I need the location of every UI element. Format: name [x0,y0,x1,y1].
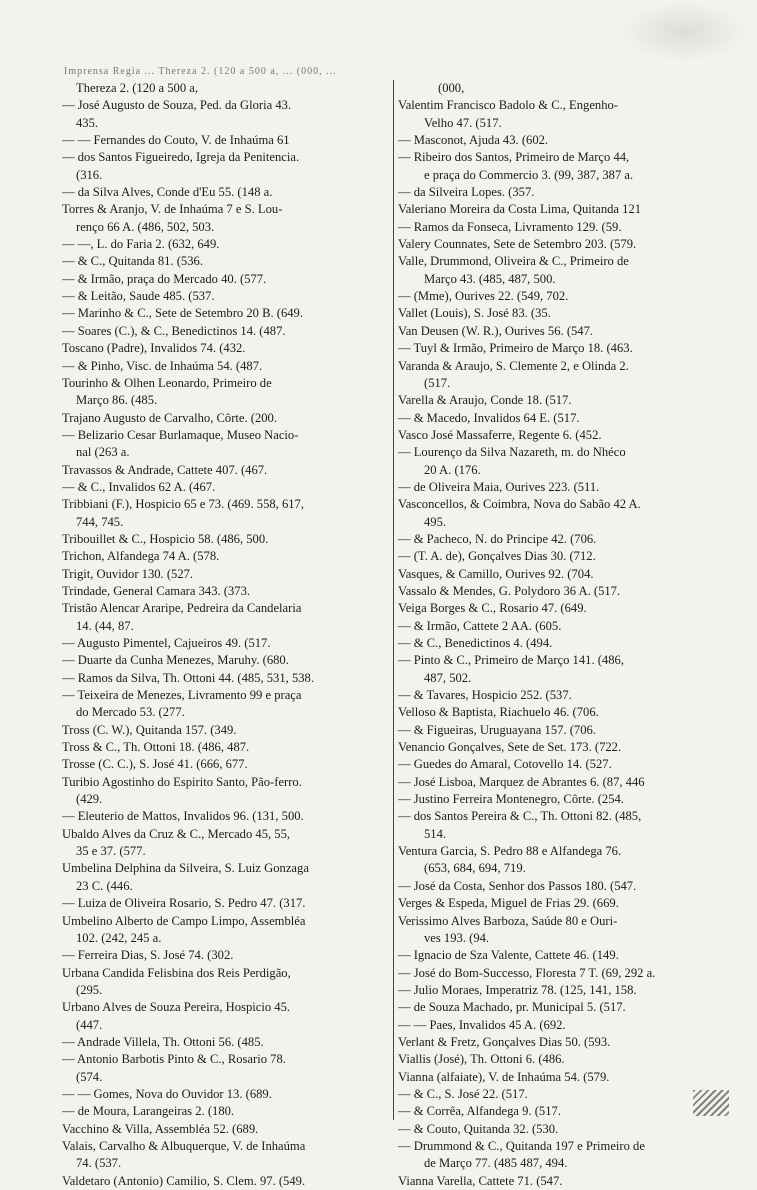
directory-entry-line: — & Macedo, Invalidos 64 E. (517. [398,410,580,425]
directory-entry-line: — & Leitão, Saude 485. (537. [62,289,215,304]
directory-entry-line: Velho 47. (517. [424,115,502,130]
running-header: Imprensa Regia ... Thereza 2. (120 a 500 a, ... (000, ... [64,66,337,77]
directory-entry-line: 102. (242, 245 a. [76,930,162,945]
directory-entry-line: — — Fernandes do Couto, V. de Inhaúma 61 [62,133,290,148]
directory-entry-line: — dos Santos Pereira & C., Th. Ottoni 82. (485, [398,809,642,824]
directory-entry-line: — Ramos da Silva, Th. Ottoni 44. (485, 531, 538. [62,670,314,685]
directory-entry-line: — Ramos da Fonseca, Livramento 129. (59. [398,219,622,234]
directory-entry-line: ves 193. (94. [424,930,490,945]
directory-entry-line: — (T. A. de), Gonçalves Dias 30. (712. [398,549,596,564]
directory-entry-line: de Março 77. (485 487, 494. [424,1156,568,1171]
directory-entry-line: — & Irmão, Cattete 2 AA. (605. [398,618,562,633]
directory-entry-line: — & Pacheco, N. do Principe 42. (706. [398,531,597,546]
directory-entry-line: — Ferreira Dias, S. José 74. (302. [62,948,234,963]
directory-entry-line: — Luiza de Oliveira Rosario, S. Pedro 47. (317. [62,896,306,911]
directory-entry-line: — Guedes do Amaral, Cotovello 14. (527. [398,757,612,772]
directory-entry-line: Umbelina Delphina da Silveira, S. Luiz Gonzaga [62,861,309,876]
directory-entry-line: — Tuyl & Irmão, Primeiro de Março 18. (463. [398,341,633,356]
left-column [62,80,400,1190]
directory-entry-line: — Teixeira de Menezes, Livramento 99 e praça [62,688,302,703]
directory-entry-line: 20 A. (176. [424,462,481,477]
directory-entry-line: — Julio Moraes, Imperatriz 78. (125, 141, 158. [398,982,637,997]
directory-entry-line: (429. [76,792,103,807]
directory-entry-line: Toscano (Padre), Invalidos 74. (432. [62,341,246,356]
directory-entry-line: Valeriano Moreira da Costa Lima, Quitanda 121 [398,202,642,217]
directory-entry-line: 744, 745. [76,514,124,529]
directory-entry-line: — Ignacio de Sza Valente, Cattete 46. (149. [398,948,619,963]
directory-entry-line: — & Figueiras, Uruguayana 157. (706. [398,722,596,737]
directory-entry-line: — José do Bom-Successo, Floresta 7 T. (69, 292 a. [398,965,656,980]
directory-entry-line: Trindade, General Camara 343. (373. [62,583,251,598]
directory-entry-line: (295. [76,982,103,997]
directory-entry-line: — (Mme), Ourives 22. (549, 702. [398,289,569,304]
directory-entry-line: 23 C. (446. [76,878,133,893]
directory-entry-line: — & Tavares, Hospicio 252. (537. [398,688,572,703]
directory-entry-line: do Mercado 53. (277. [76,705,185,720]
right-column [398,80,716,1190]
directory-entry-line: Verges & Espeda, Miguel de Frias 29. (669. [398,896,619,911]
directory-entry-line: (447. [76,1017,103,1032]
directory-entry-line: — Eleuterio de Mattos, Invalidos 96. (131, 500. [62,809,304,824]
directory-entry-line: Varella & Araujo, Conde 18. (517. [398,393,572,408]
directory-entry-line: 495. [424,514,447,529]
directory-entry-line: — de Souza Machado, pr. Municipal 5. (517. [398,1000,626,1015]
directory-entry-line: — Soares (C.), & C., Benedictinos 14. (487. [62,323,286,338]
directory-entry-line: Venancio Gonçalves, Sete de Set. 173. (722. [398,740,622,755]
directory-entry-line: — Augusto Pimentel, Cajueiros 49. (517. [62,636,271,650]
directory-entry-line: Torres & Aranjo, V. de Inhaúma 7 e S. Lou- [62,202,283,217]
directory-entry-line: Velloso & Baptista, Riachuelo 46. (706. [398,705,599,720]
directory-entry-line: — —, L. do Faria 2. (632, 649. [62,237,220,252]
directory-entry-line: Valais, Carvalho & Albuquerque, V. de Inhaúma [62,1138,306,1153]
directory-entry-line: Thereza 2. (120 a 500 a, [76,81,199,95]
directory-entry-line: (517. [424,375,451,390]
directory-entry-line: — de Moura, Larangeiras 2. (180. [62,1104,235,1119]
directory-entry-line: — Lourenço da Silva Nazareth, m. do Nhéco [398,445,626,460]
directory-entry-line: Vianna (alfaiate), V. de Inhaúma 54. (579. [398,1069,610,1084]
directory-entry-line: Vianna Varella, Cattete 71. (547. [398,1173,563,1188]
directory-entry-line: — — Paes, Invalidos 45 A. (692. [398,1017,566,1032]
directory-entry-line: — Drummond & C., Quitanda 197 e Primeiro de [398,1138,645,1153]
directory-entry-line: Trajano Augusto de Carvalho, Côrte. (200. [62,410,278,425]
directory-entry-line: Vassalo & Mendes, G. Polydoro 36 A. (517. [398,583,621,598]
directory-entry-line: Urbano Alves de Souza Pereira, Hospicio 45. [62,1000,291,1015]
directory-entry-line: renço 66 A. (486, 502, 503. [76,219,215,234]
directory-entry-line: Tourinho & Olhen Leonardo, Primeiro de [62,375,272,390]
directory-entry-line: e praça do Commercio 3. (99, 387, 387 a. [424,167,634,182]
directory-entry-line: — Antonio Barbotis Pinto & C., Rosario 78. [62,1052,286,1067]
directory-entry-line: nal (263 a. [76,445,130,460]
directory-entry-line: Tribouillet & C., Hospicio 58. (486, 500. [62,531,269,546]
directory-entry-line: (000, [438,81,465,95]
directory-entry-line: — de Oliveira Maia, Ourives 223. (511. [398,479,600,494]
directory-entry-line: Vacchino & Villa, Assembléa 52. (689. [62,1121,259,1136]
directory-entry-line: Março 86. (485. [76,393,158,408]
directory-entry-line: Van Deusen (W. R.), Ourives 56. (547. [398,323,594,338]
directory-entry-line: — Justino Ferreira Montenegro, Côrte. (254. [398,792,624,807]
directory-entry-line: Trichon, Alfandega 74 A. (578. [62,549,220,564]
directory-entry-line: 487, 502. [424,670,472,685]
directory-entry-line: — Andrade Villela, Th. Ottoni 56. (485. [62,1034,264,1049]
scan-smudge [619,2,749,62]
directory-entry-line: Valentim Francisco Badolo & C., Engenho- [398,98,619,113]
directory-entry-line: Vasconcellos, & Coimbra, Nova do Sabão 42 A. [398,497,641,512]
directory-entry-line: — & Irmão, praça do Mercado 40. (577. [62,271,267,286]
directory-entry-line: — José Lisboa, Marquez de Abrantes 6. (87, 446 [398,774,645,789]
directory-entry-line: — Masconot, Ajuda 43. (602. [398,133,549,148]
directory-entry-line: Valle, Drummond, Oliveira & C., Primeiro de [398,254,629,269]
directory-entry-line: Trosse (C. C.), S. José 41. (666, 677. [62,757,248,772]
directory-entry-line: — Ribeiro dos Santos, Primeiro de Março 44, [398,150,630,165]
directory-entry-line: Tross (C. W.), Quitanda 157. (349. [62,722,237,737]
directory-entry-line: Março 43. (485, 487, 500. [424,271,556,286]
directory-entry-line: Ubaldo Alves da Cruz & C., Mercado 45, 55, [62,826,291,841]
directory-entry-line: Trigit, Ouvidor 130. (527. [62,566,194,581]
directory-entry-line: Vasco José Massaferre, Regente 6. (452. [398,427,602,442]
directory-entry-line: — Pinto & C., Primeiro de Março 141. (486, [398,653,624,668]
directory-entry-line: Varanda & Araujo, S. Clemente 2, e Olinda 2. [398,358,629,373]
directory-entry-line: Verissimo Alves Barboza, Saúde 80 e Ouri- [398,913,618,928]
directory-entry-line: — & Couto, Quitanda 32. (530. [398,1121,559,1136]
directory-entry-line: — Duarte da Cunha Menezes, Maruhy. (680. [62,653,289,668]
directory-entry-line: Verlant & Fretz, Gonçalves Dias 50. (593. [398,1034,611,1049]
directory-entry-line: Ventura Garcia, S. Pedro 88 e Alfandega 76. [398,844,622,859]
directory-entry-line: — & C., S. José 22. (517. [398,1086,528,1101]
directory-entry-line: 35 e 37. (577. [76,844,146,859]
directory-entry-line: 74. (537. [76,1156,122,1171]
directory-entry-line: (653, 684, 694, 719. [424,861,526,876]
directory-entry-line: — da Silveira Lopes. (357. [398,185,535,200]
directory-entry-line: Veiga Borges & C., Rosario 47. (649. [398,601,587,616]
directory-entry-line: — & C., Quitanda 81. (536. [62,254,203,269]
directory-entry-line: Travassos & Andrade, Cattete 407. (467. [62,462,268,477]
scan-mark [693,1090,729,1116]
directory-entry-line: — da Silva Alves, Conde d'Eu 55. (148 a. [62,185,273,200]
directory-entry-line: — dos Santos Figueiredo, Igreja da Penitencia. [62,150,300,165]
directory-entry-line: Umbelino Alberto de Campo Limpo, Assembléa [62,913,306,928]
directory-entry-line: Vasques, & Camillo, Ourives 92. (704. [398,566,594,581]
directory-entry-line: Valdetaro (Antonio) Camilio, S. Clem. 97. (549. [62,1173,306,1188]
directory-entry-line: — & Pinho, Visc. de Inhaúma 54. (487. [62,358,263,373]
directory-entry-line: Valery Counnates, Sete de Setembro 203. (579. [398,237,637,252]
directory-entry-line: Tross & C., Th. Ottoni 18. (486, 487. [62,740,250,755]
directory-entry-line: (574. [76,1069,103,1084]
directory-entry-line: Urbana Candida Felisbina dos Reis Perdigão, [62,965,291,980]
directory-entry-line: Vallet (Louis), S. José 83. (35. [398,306,551,321]
directory-entry-line: — José da Costa, Senhor dos Passos 180. (547. [398,878,637,893]
directory-entry-line: — José Augusto de Souza, Ped. da Gloria 43. [62,98,292,113]
directory-entry-line: Tristão Alencar Araripe, Pedreira da Candelaria [62,601,302,616]
directory-entry-line: 14. (44, 87. [76,618,134,633]
directory-entry-line: 514. [424,826,447,841]
directory-entry-line: — Marinho & C., Sete de Setembro 20 B. (649. [62,306,304,321]
directory-entry-line: Turibio Agostinho do Espirito Santo, Pão-ferro. [62,774,302,789]
directory-entry-line: Viallis (José), Th. Ottoni 6. (486. [398,1052,565,1067]
directory-entry-line: — & C., Invalidos 62 A. (467. [62,479,216,494]
directory-entry-line: 435. [76,115,99,130]
directory-entry-line: (316. [76,167,103,182]
directory-entry-line: — — Gomes, Nova do Ouvidor 13. (689. [62,1086,272,1101]
directory-entry-line: Tribbiani (F.), Hospicio 65 e 73. (469. 558, 617, [62,497,304,512]
directory-entry-line: — & Corrêa, Alfandega 9. (517. [398,1104,561,1119]
directory-entry-line: — & C., Benedictinos 4. (494. [398,636,553,650]
directory-entry-line: — Belizario Cesar Burlamaque, Museo Nacio- [62,427,299,442]
